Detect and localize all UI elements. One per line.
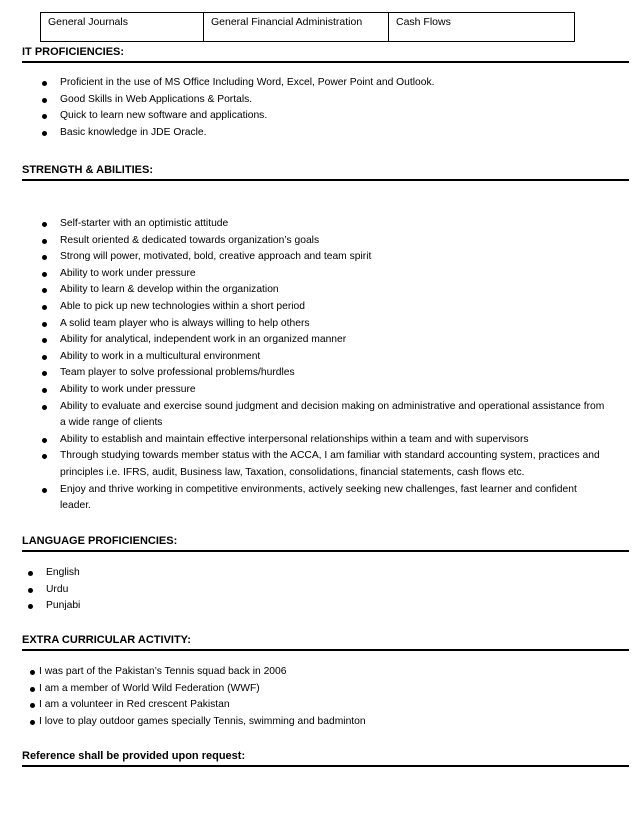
list-item: Able to pick up new technologies within a short period	[40, 299, 606, 316]
it-proficiencies-list	[40, 75, 600, 141]
list-item: I was part of the Pakistan’s Tennis squad back in 2006	[30, 664, 530, 681]
list-item: Team player to solve professional problems/hurdles	[40, 365, 606, 382]
list-item: Ability to work under pressure	[40, 382, 606, 399]
list-item: Urdu	[26, 582, 326, 599]
list-item: Self-starter with an optimistic attitude	[40, 216, 606, 233]
table-cell: Cash Flows	[396, 16, 451, 28]
list-item: Ability to work under pressure	[40, 266, 606, 283]
list-item: Punjabi	[26, 598, 326, 615]
extra-curricular-list	[30, 664, 530, 730]
strength-abilities-list	[40, 216, 606, 515]
extra-curricular-heading: EXTRA CURRICULAR ACTIVITY:	[22, 633, 629, 651]
table-cell: General Financial Administration	[204, 13, 389, 41]
list-item: I love to play outdoor games specially Tennis, swimming and badminton	[30, 714, 530, 731]
language-proficiencies-heading: LANGUAGE PROFICIENCIES:	[22, 534, 629, 552]
skills-table-row	[40, 12, 575, 42]
list-item: Ability to work in a multicultural environment	[40, 349, 606, 366]
list-item: Good Skills in Web Applications & Portals.	[40, 92, 600, 109]
list-item: Enjoy and thrive working in competitive environments, actively seeking new challenges, fast learner and confident leader.	[40, 482, 606, 515]
list-item: Result oriented & dedicated towards organization’s goals	[40, 233, 606, 250]
list-item: Ability to establish and maintain effective interpersonal relationships within a team and with supervisors	[40, 432, 606, 449]
list-item: Ability for analytical, independent work in an organized manner	[40, 332, 606, 349]
list-item: Basic knowledge in JDE Oracle.	[40, 125, 600, 142]
list-item: A solid team player who is always willing to help others	[40, 316, 606, 333]
list-item: Proficient in the use of MS Office Including Word, Excel, Power Point and Outlook.	[40, 75, 600, 92]
list-item: I am a volunteer in Red crescent Pakistan	[30, 697, 530, 714]
language-list	[26, 565, 326, 615]
list-item: Through studying towards member status with the ACCA, I am familiar with standard accounting system, practices and principles i.e. IFRS, audit, Business law, Taxation, consolidations, financial statements, cash flows etc.	[40, 448, 606, 481]
list-item: Strong will power, motivated, bold, creative approach and team spirit	[40, 249, 606, 266]
reference-heading: Reference shall be provided upon request:	[22, 749, 629, 767]
list-item: Quick to learn new software and applications.	[40, 108, 600, 125]
strength-abilities-heading: STRENGTH & ABILITIES:	[22, 163, 629, 181]
table-cell: General Journals	[41, 13, 204, 41]
list-item: Ability to evaluate and exercise sound judgment and decision making on administrative and operational assistance from a wide range of clients	[40, 399, 606, 432]
list-item: English	[26, 565, 326, 582]
list-item: I am a member of World Wild Federation (WWF)	[30, 681, 530, 698]
list-item: Ability to learn & develop within the organization	[40, 282, 606, 299]
it-proficiencies-heading: IT PROFICIENCIES:	[22, 45, 629, 63]
